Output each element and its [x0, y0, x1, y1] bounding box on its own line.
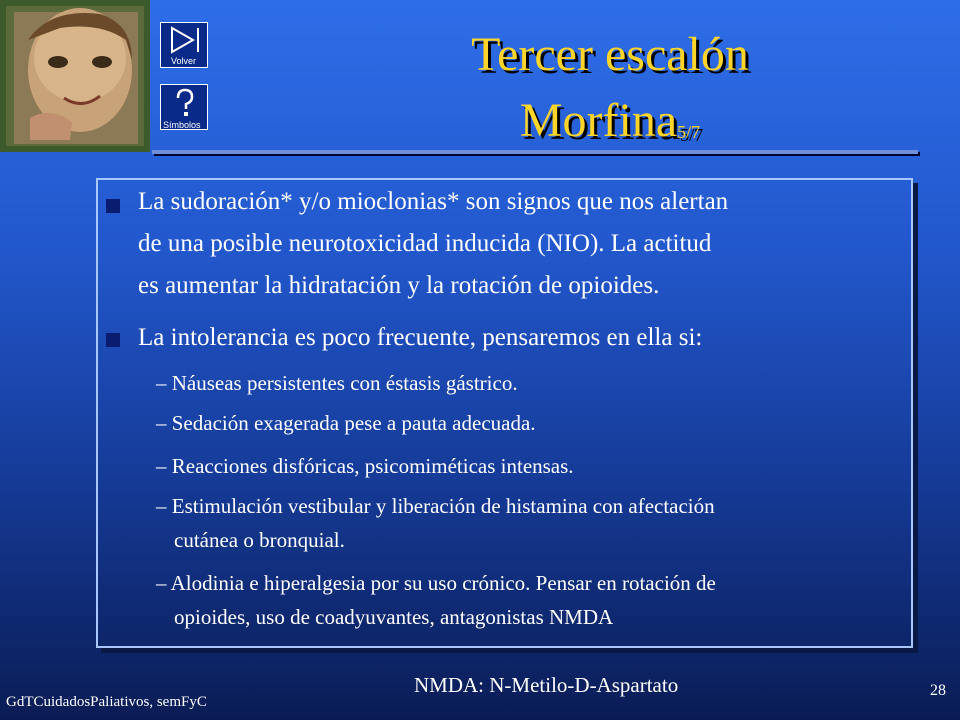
- footnote: NMDA: N-Metilo-D-Aspartato: [414, 673, 679, 697]
- sub-item-line: – Reacciones disfóricas, psicomiméticas intensas.: [156, 454, 574, 478]
- bullet-text: [138, 181, 898, 307]
- page-title: Tercer escalón: [471, 28, 749, 81]
- sub-item-line: opioides, uso de coadyuvantes, antagonistas NMDA: [174, 605, 614, 629]
- sub-item: [156, 406, 916, 440]
- back-label: Volver: [171, 56, 197, 66]
- bullet-line: de una posible neurotoxicidad inducida (NIO). La actitud: [138, 230, 712, 257]
- sub-item-line: – Náuseas persistentes con éstasis gástrico.: [156, 371, 518, 395]
- bullet-line: La intolerancia es poco frecuente, pensaremos en ella si:: [138, 324, 703, 351]
- bullet-line: es aumentar la hidratación y la rotación de opioides.: [138, 272, 660, 299]
- back-to-start-icon: [162, 25, 208, 55]
- bullet-line: La sudoración* y/o mioclonias* son signos que nos alertan: [138, 188, 729, 215]
- bullet-marker: [106, 333, 120, 347]
- sub-item: [156, 449, 916, 483]
- sub-item-line: – Estimulación vestibular y liberación de histamina con afectación: [156, 494, 715, 518]
- symbols-button[interactable]: [160, 84, 208, 130]
- sub-item: [156, 366, 916, 400]
- back-button[interactable]: [160, 22, 208, 68]
- sub-item-line: – Alodinia e hiperalgesia por su uso crónico. Pensar en rotación de: [156, 571, 716, 595]
- sub-item-line: – Sedación exagerada pese a pauta adecuada.: [156, 411, 536, 435]
- bullet-marker: [106, 199, 120, 213]
- page-number: 28: [930, 682, 946, 699]
- portrait-painting: [0, 0, 150, 152]
- slide-counter: 5/7: [677, 122, 701, 142]
- title-divider: [152, 150, 918, 154]
- portrait-image: [0, 0, 150, 152]
- sub-item: [156, 566, 916, 634]
- sub-item: [156, 489, 916, 557]
- symbols-label: Símbolos: [163, 120, 201, 130]
- question-mark-icon: [162, 86, 208, 120]
- page-subtitle-text: Morfina: [519, 94, 678, 147]
- footer-credit: GdTCuidadosPaliativos, semFyC: [6, 694, 207, 710]
- bullet-text: [138, 317, 898, 359]
- sub-item-line: cutánea o bronquial.: [174, 528, 345, 552]
